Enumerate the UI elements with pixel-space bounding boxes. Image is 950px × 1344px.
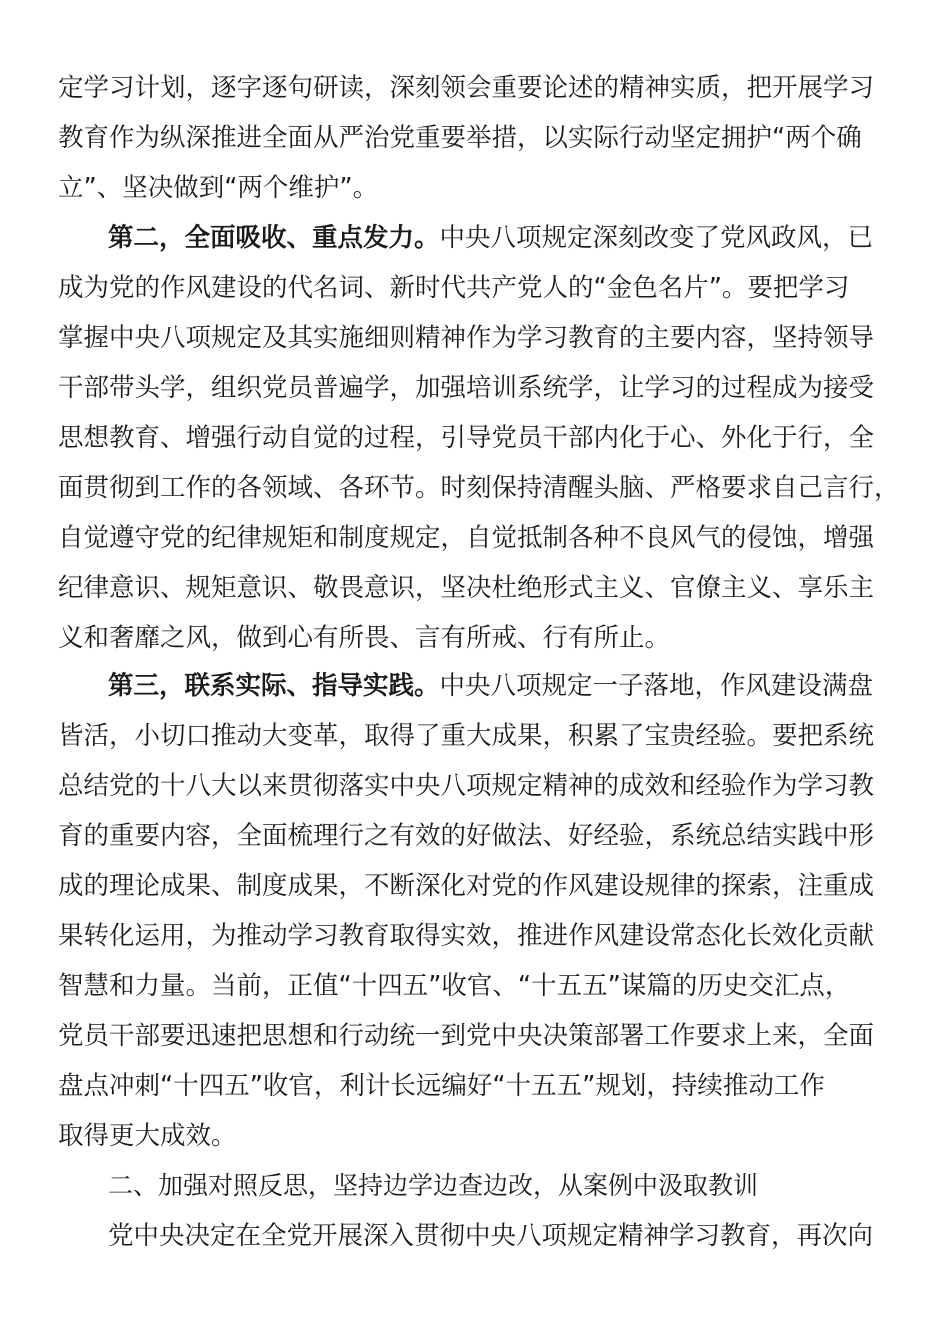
text-line: 义和奢靡之风，做到心有所畏、言有所戒、行有所止。 (58, 623, 671, 653)
text-line: 立”、坚决做到“两个维护”。 (58, 173, 379, 203)
bold-lead-third: 第三，联系实际、指导实践。 (108, 671, 440, 701)
paragraph-third-first-line (108, 666, 873, 706)
text-line: 智慧和力量。当前，正值“十四五”收官、“十五五”谋篇的历史交汇点， (58, 971, 851, 1001)
text-line: 定学习计划，逐字逐句研读，深刻领会重要论述的精神实质，把开展学习 (58, 73, 875, 103)
text-line: 党中央决定在全党开展深入贯彻中央八项规定精神学习教育，再次向 (108, 1221, 874, 1251)
text-line: 盘点冲刺“十四五”收官，利计长远编好“十五五”规划，持续推动工作 (58, 1071, 825, 1101)
text-line: 自觉遵守党的纪律规矩和制度规定，自觉抵制各种不良风气的侵蚀，增强 (58, 523, 875, 553)
text-line: 取得更大成效。 (58, 1121, 237, 1151)
text-run: 中央八项规定一子落地，作风建设满盘 (439, 671, 874, 701)
text-line: 干部带头学，组织党员普遍学，加强培训系统学，让学习的过程成为接受 (58, 373, 875, 403)
text-line: 思想教育、增强行动自觉的过程，引导党员干部内化于心、外化于行，全 (58, 423, 875, 453)
text-line: 成的理论成果、制度成果，不断深化对党的作风建设规律的探索，注重成 (58, 871, 875, 901)
text-line: 教育作为纵深推进全面从严治党重要举措，以实际行动坚定拥护“两个确 (58, 123, 862, 153)
text-run: 中央八项规定深刻改变了党风政风，已 (439, 223, 874, 253)
text-line: 纪律意识、规矩意识、敬畏意识，坚决杜绝形式主义、官僚主义、享乐主 (58, 573, 875, 603)
section-heading: 二、加强对照反思，坚持边学边查边改，从案例中汲取教训 (108, 1171, 759, 1200)
text-line: 果转化运用，为推动学习教育取得实效，推进作风建设常态化长效化贡献 (58, 921, 875, 951)
text-line: 总结党的十八大以来贯彻落实中央八项规定精神的成效和经验作为学习教 (58, 771, 875, 801)
text-line: 面贯彻到工作的各领域、各环节。时刻保持清醒头脑、严格要求自己言行， (58, 473, 900, 503)
text-line: 育的重要内容，全面梳理行之有效的好做法、好经验，系统总结实践中形 (58, 821, 875, 851)
text-line: 掌握中央八项规定及其实施细则精神作为学习教育的主要内容，坚持领导 (58, 323, 875, 353)
paragraph-second-first-line (108, 218, 873, 258)
text-line: 党员干部要迅速把思想和行动统一到党中央决策部署工作要求上来，全面 (58, 1021, 875, 1051)
text-line: 皆活，小切口推动大变革，取得了重大成果，积累了宝贵经验。要把系统 (58, 721, 875, 751)
bold-lead-second: 第二，全面吸收、重点发力。 (108, 223, 440, 253)
text-line: 成为党的作风建设的代名词、新时代共产党人的“金色名片”。要把学习 (58, 273, 850, 303)
